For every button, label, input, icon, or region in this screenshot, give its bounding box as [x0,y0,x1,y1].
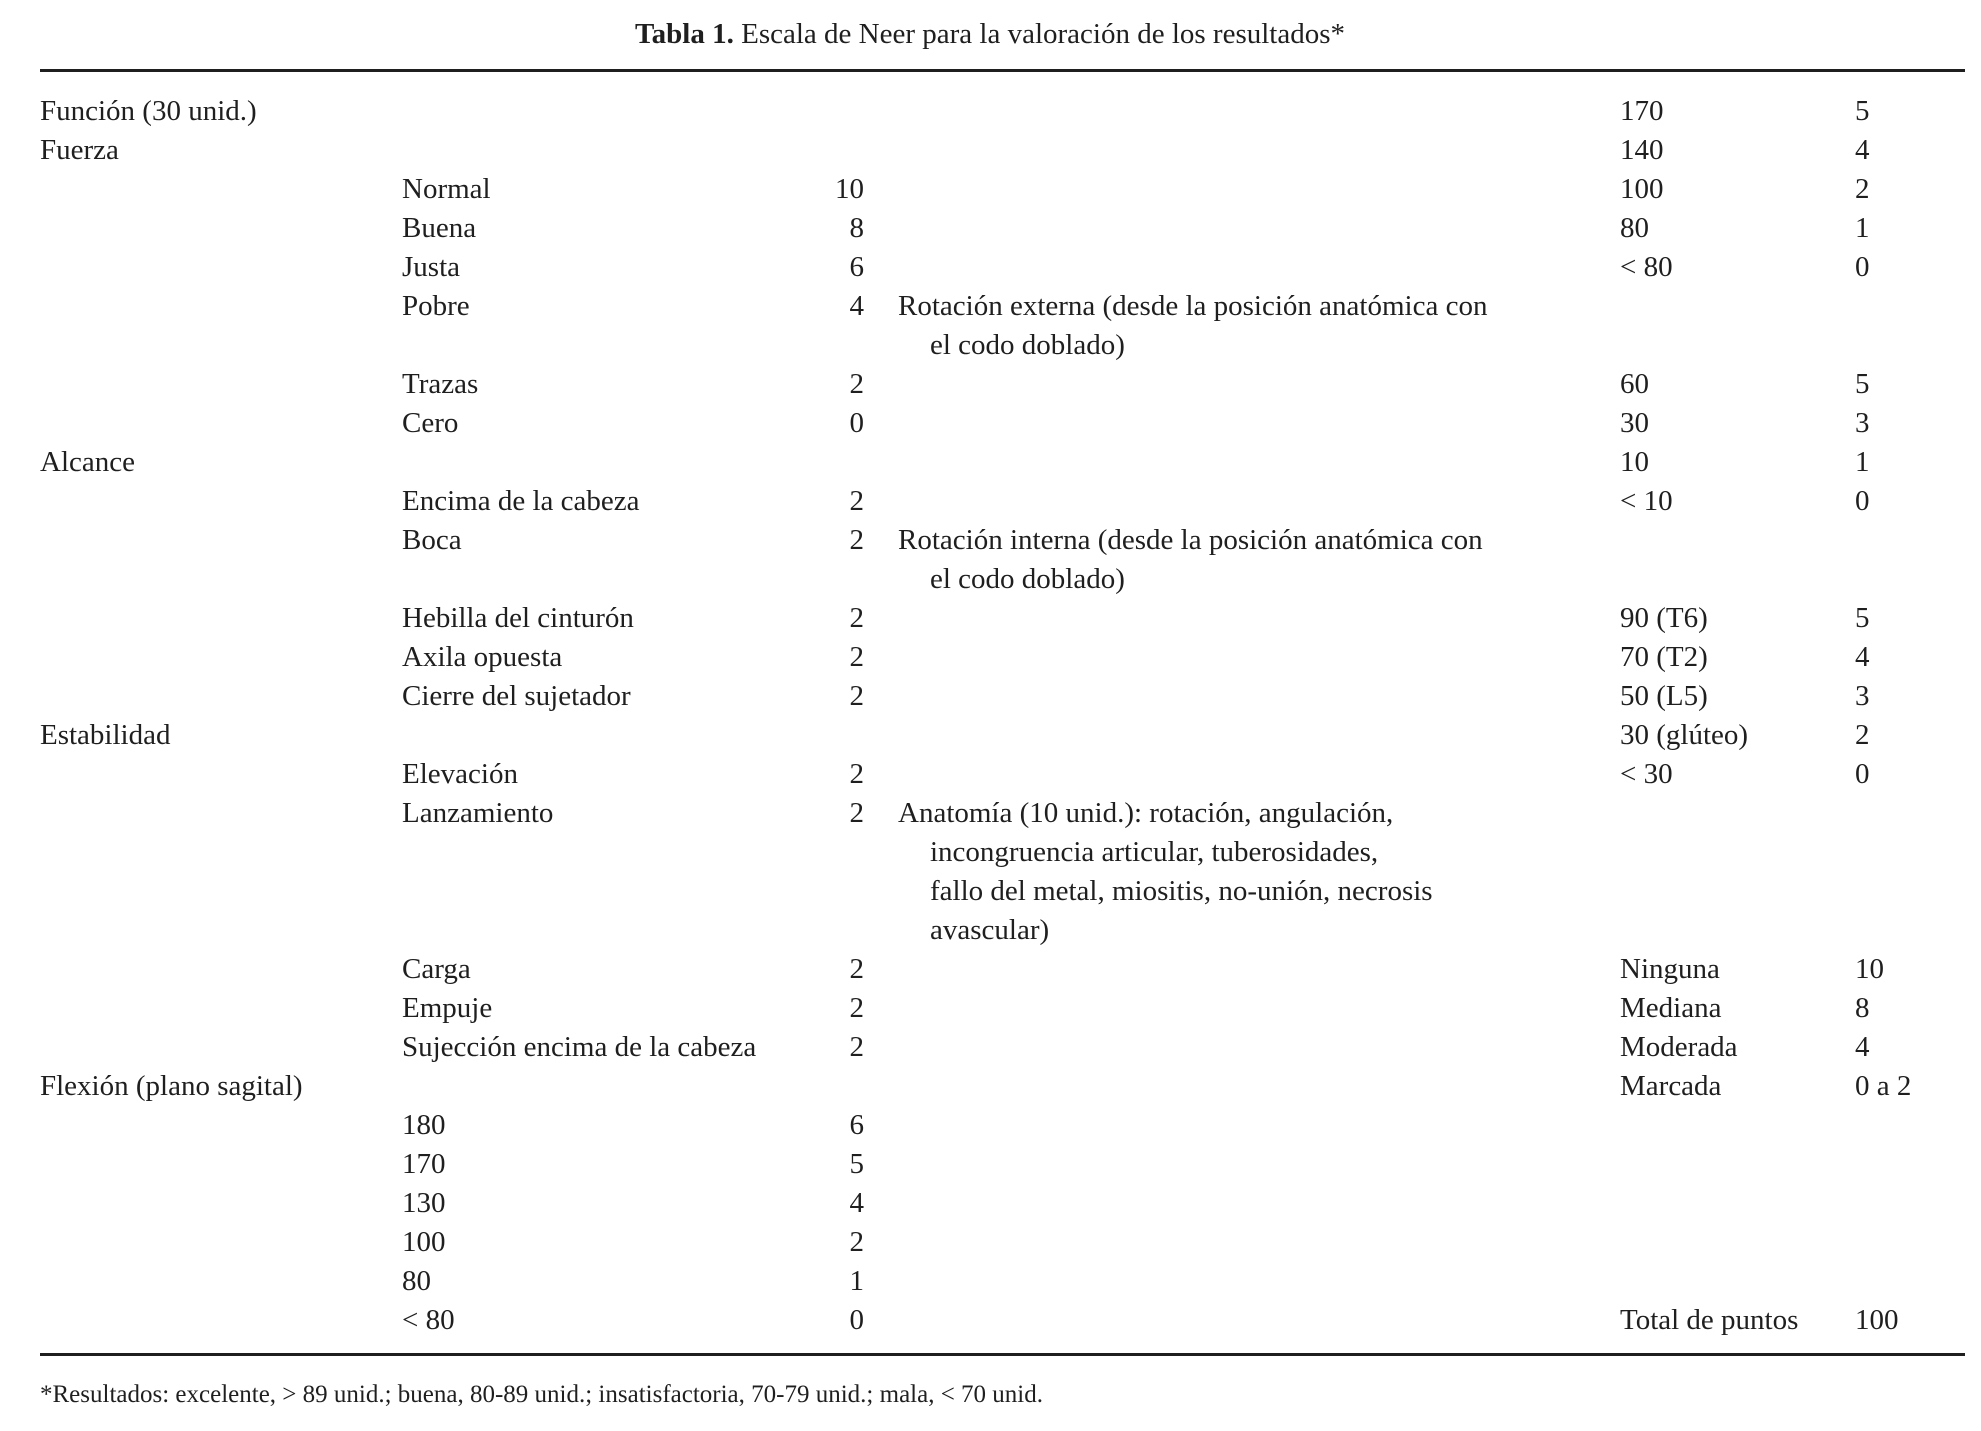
alcance-label-hebilla: Hebilla del cinturón [402,602,634,634]
fuerza-value-justa: 6 [849,251,864,283]
anatomia-value-marcada: 0 a 2 [1855,1070,1912,1102]
estabilidad-value-carga: 2 [849,953,864,985]
alcance-label-sujetador: Cierre del sujetador [402,680,631,712]
abduccion-value-80: 1 [1855,212,1870,244]
flexion-value-100: 2 [849,1226,864,1258]
fuerza-label-buena: Buena [402,212,477,244]
flexion-value-180: 6 [849,1109,864,1141]
rot-int-value-gluteo: 2 [1855,719,1870,751]
flexion-label-130: 130 [402,1187,446,1219]
fuerza-value-trazas: 2 [849,368,864,400]
rot-ext-value-lt10: 0 [1855,485,1870,517]
alcance-label-cabeza: Encima de la cabeza [402,485,640,517]
flexion-value-170: 5 [849,1148,864,1180]
estabilidad-value-lanzamiento: 2 [849,797,864,829]
flexion-value-80: 1 [849,1265,864,1297]
anatomia-label-ninguna: Ninguna [1620,953,1720,985]
bottom-rule [40,1353,1965,1356]
abduccion-label-100: 100 [1620,173,1664,205]
anatomia-value-ninguna: 10 [1855,953,1884,985]
rot-ext-label-60: 60 [1620,368,1649,400]
anatomia-line4: avascular) [930,914,1050,946]
table-title-text: Escala de Neer para la valoración de los resultados* [741,18,1346,50]
flexion-value-lt80: 0 [849,1304,864,1336]
rot-int-value-l5: 3 [1855,680,1870,712]
anatomia-line3: fallo del metal, miositis, no-unión, necrosis [930,875,1433,907]
heading-estabilidad: Estabilidad [40,719,171,751]
alcance-label-boca: Boca [402,524,462,556]
heading-fuerza: Fuerza [40,134,119,166]
rot-int-label-l5: 50 (L5) [1620,680,1708,712]
abduccion-label-170: 170 [1620,95,1664,127]
alcance-value-axila: 2 [849,641,864,673]
estabilidad-label-carga: Carga [402,953,471,985]
rot-int-label-gluteo: 30 (glúteo) [1620,719,1749,751]
fuerza-label-trazas: Trazas [402,368,479,400]
abduccion-value-170: 5 [1855,95,1870,127]
anatomia-line2: incongruencia articular, tuberosidades, [930,836,1379,868]
heading-rotacion-interna [898,521,1578,599]
alcance-value-cabeza: 2 [849,485,864,517]
heading-alcance: Alcance [40,446,135,478]
rot-int-label-lt30: < 30 [1620,758,1673,790]
anatomia-line1: Anatomía (10 unid.): rotación, angulación, [898,797,1394,829]
rotacion-externa-line1: Rotación externa (desde la posición anatómica con [898,290,1488,322]
fuerza-label-cero: Cero [402,407,459,439]
top-rule [40,69,1965,72]
abduccion-label-140: 140 [1620,134,1664,166]
rot-ext-value-60: 5 [1855,368,1870,400]
estabilidad-label-elevacion: Elevación [402,758,518,790]
heading-rotacion-externa [898,287,1578,365]
estabilidad-value-elevacion: 2 [849,758,864,790]
heading-anatomia [898,794,1578,950]
alcance-value-hebilla: 2 [849,602,864,634]
flexion-value-130: 4 [849,1187,864,1219]
fuerza-label-justa: Justa [402,251,460,283]
flexion-label-100: 100 [402,1226,446,1258]
alcance-value-boca: 2 [849,524,864,556]
rot-ext-value-30: 3 [1855,407,1870,439]
table-title-label: Tabla 1. [634,18,734,50]
fuerza-label-normal: Normal [402,173,491,205]
abduccion-value-lt80: 0 [1855,251,1870,283]
rotacion-externa-line2: el codo doblado) [930,329,1125,361]
estabilidad-label-lanzamiento: Lanzamiento [402,797,554,829]
heading-funcion: Función (30 unid.) [40,95,257,127]
total-label: Total de puntos [1620,1304,1799,1336]
alcance-value-sujetador: 2 [849,680,864,712]
rot-ext-label-10: 10 [1620,446,1649,478]
anatomia-value-mediana: 8 [1855,992,1870,1024]
rot-int-value-lt30: 0 [1855,758,1870,790]
table-title [40,14,1940,54]
alcance-label-axila: Axila opuesta [402,641,563,673]
estabilidad-value-sujeccion: 2 [849,1031,864,1063]
estabilidad-value-empuje: 2 [849,992,864,1024]
rot-int-label-t2: 70 (T2) [1620,641,1708,673]
rot-int-value-t2: 4 [1855,641,1870,673]
fuerza-value-normal: 10 [835,173,864,205]
fuerza-value-buena: 8 [849,212,864,244]
fuerza-label-pobre: Pobre [402,290,470,322]
heading-flexion: Flexión (plano sagital) [40,1070,303,1102]
rotacion-interna-line1: Rotación interna (desde la posición anatómica con [898,524,1483,556]
rot-ext-label-lt10: < 10 [1620,485,1673,517]
flexion-label-180: 180 [402,1109,446,1141]
estabilidad-label-sujeccion: Sujección encima de la cabeza [402,1031,757,1063]
abduccion-label-lt80: < 80 [1620,251,1673,283]
flexion-label-lt80: < 80 [402,1304,455,1336]
abduccion-value-100: 2 [1855,173,1870,205]
rot-ext-value-10: 1 [1855,446,1870,478]
fuerza-value-cero: 0 [849,407,864,439]
anatomia-label-moderada: Moderada [1620,1031,1738,1063]
abduccion-value-140: 4 [1855,134,1870,166]
rot-int-value-t6: 5 [1855,602,1870,634]
fuerza-value-pobre: 4 [849,290,864,322]
flexion-label-170: 170 [402,1148,446,1180]
rot-ext-label-30: 30 [1620,407,1649,439]
rot-int-label-t6: 90 (T6) [1620,602,1708,634]
flexion-label-80: 80 [402,1265,431,1297]
abduccion-label-80: 80 [1620,212,1649,244]
anatomia-label-mediana: Mediana [1620,992,1722,1024]
estabilidad-label-empuje: Empuje [402,992,493,1024]
anatomia-label-marcada: Marcada [1620,1070,1722,1102]
anatomia-value-moderada: 4 [1855,1031,1870,1063]
rotacion-interna-line2: el codo doblado) [930,563,1125,595]
total-value: 100 [1855,1304,1899,1336]
table-footnote: *Resultados: excelente, > 89 unid.; buena, 80-89 unid.; insatisfactoria, 70-79 unid.; mala, < 70 unid. [40,1381,1044,1408]
